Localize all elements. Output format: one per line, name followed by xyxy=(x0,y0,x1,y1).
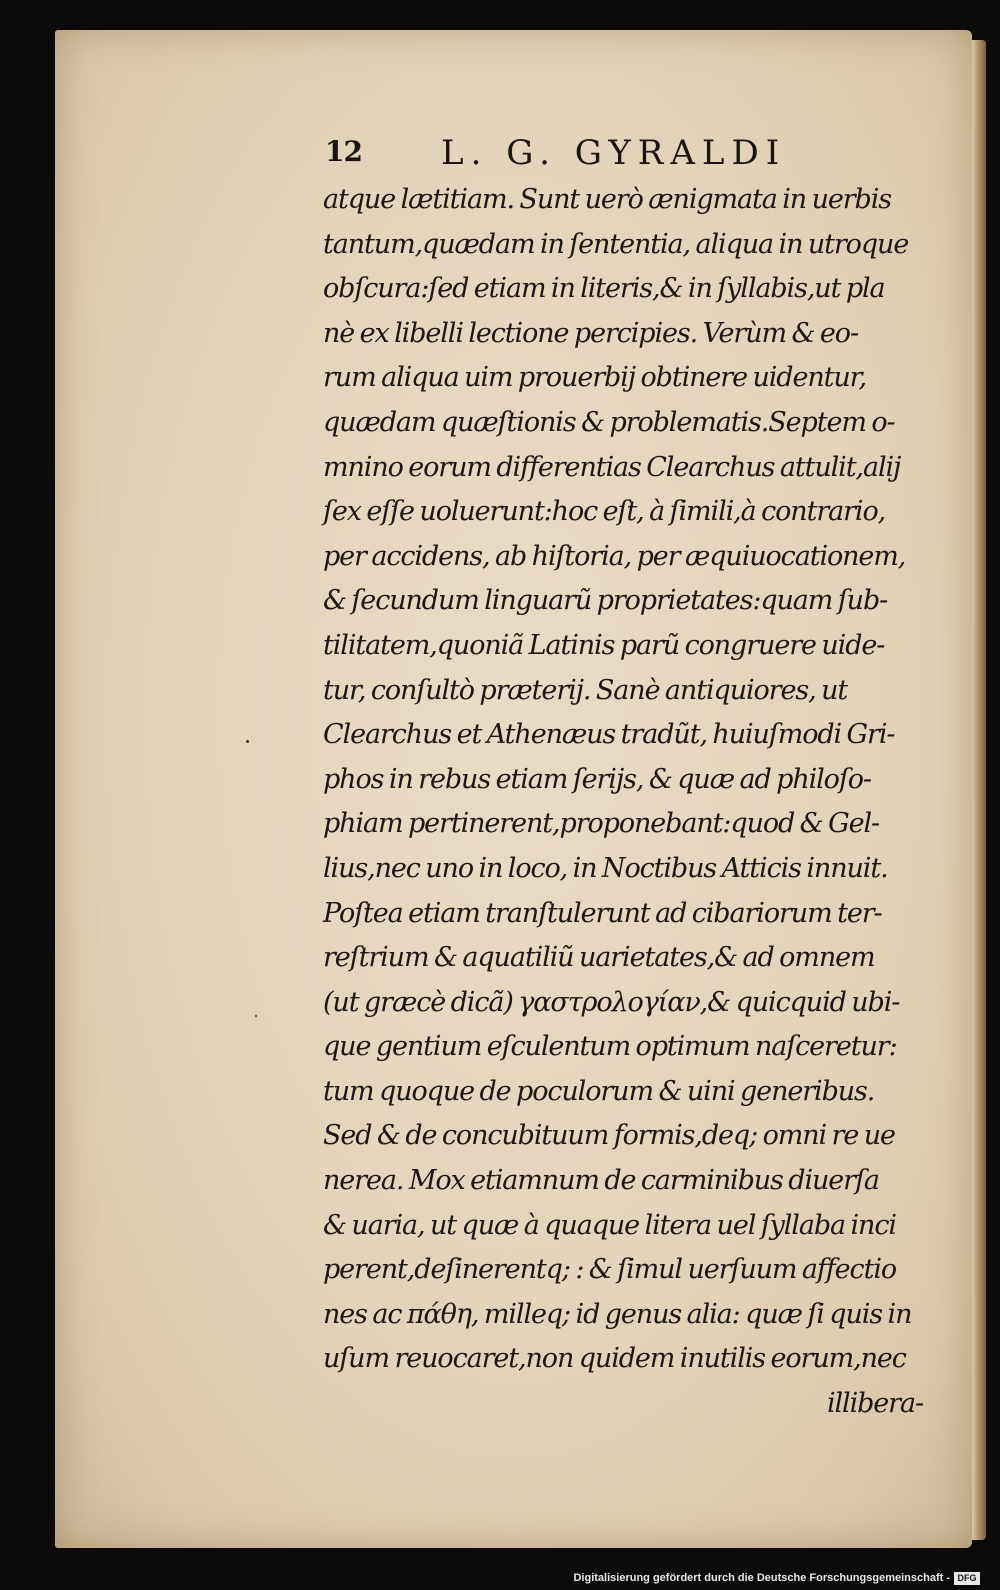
text-line: tum quoque de poculorum & uini generibus. xyxy=(323,1075,875,1107)
page-edge xyxy=(972,40,986,1540)
running-title: L. G. GYRALDI xyxy=(441,133,787,173)
text-line: Poſtea etiam tranſtulerunt ad cibariorum ter- xyxy=(323,897,882,929)
ink-speck xyxy=(246,740,249,743)
text-line: phos in rebus etiam ſerijs, & quæ ad philoſo- xyxy=(323,763,871,795)
text-line: (ut græcè dicã) γαστρολογίαν,& quicquid ubi- xyxy=(323,986,900,1018)
text-line: uſum reuocaret,non quidem inutilis eorum,nec xyxy=(323,1343,906,1375)
text-line: reſtrium & aquatiliũ uarietates,& ad omnem xyxy=(323,942,875,974)
text-line: lius,nec uno in loco, in Noctibus Atticis innuit. xyxy=(323,852,888,884)
text-line: que gentium eſculentum optimum naſceretur: xyxy=(323,1031,897,1063)
body-text xyxy=(323,178,933,1427)
text-line: atque lætitiam. Sunt uerò ænigmata in uerbis xyxy=(323,184,892,215)
text-line: phiam pertinerent,proponebant:quod & Gel- xyxy=(323,808,880,840)
text-line: quædam quæſtionis & problematis.Septem o- xyxy=(323,406,895,438)
text-line: nerea. Mox etiamnum de carminibus diuerſa xyxy=(323,1165,879,1197)
text-line: per accidens, ab hiſtoria, per æquiuocationem, xyxy=(323,540,906,572)
text-line: obſcura:ſed etiam in literis,& in ſyllabis,ut pla xyxy=(323,273,885,305)
catchword: illibera- xyxy=(826,1388,923,1420)
text-line: nè ex libelli lectione percipies. Verùm & eo- xyxy=(323,317,858,349)
text-line: Clearchus et Athenæus tradũt, huiuſmodi Gri- xyxy=(323,719,895,751)
text-line: & ſecundum linguarũ proprietates:quam ſub- xyxy=(323,585,888,617)
page-header xyxy=(325,133,825,173)
dfg-logo-icon: DFG xyxy=(954,1572,980,1585)
ink-speck xyxy=(255,1015,257,1017)
text-line: nes ac πάθη, milleq; id genus alia: quæ ſi quis in xyxy=(323,1298,912,1330)
funding-credit: Digitalisierung gefördert durch die Deutsche Forschungsgemeinschaft - xyxy=(573,1572,950,1584)
text-line: & uaria, ut quæ à quaque litera uel ſyllaba inci xyxy=(323,1209,896,1241)
text-line: tantum,quædam in ſententia, aliqua in utroque xyxy=(323,228,909,260)
text-line: tur, conſultò præterij. Sanè antiquiores, ut xyxy=(323,674,848,706)
page-number: 12 xyxy=(325,135,362,168)
digitization-footer xyxy=(0,1566,1000,1590)
text-line: ſex eſſe uoluerunt:hoc eſt, à ſimili,à contrario, xyxy=(323,496,886,528)
text-line: rum aliqua uim prouerbij obtinere uidentur, xyxy=(323,362,867,394)
text-line: Sed & de concubituum formis,deq; omni re ue xyxy=(323,1120,895,1152)
text-line: tilitatem,quoniã Latinis parũ congruere uide- xyxy=(323,629,885,661)
text-line: perent,deſinerentq; : & ſimul uerſuum affectio xyxy=(323,1254,897,1286)
text-line: mnino eorum differentias Clearchus attulit,alij xyxy=(323,451,901,483)
